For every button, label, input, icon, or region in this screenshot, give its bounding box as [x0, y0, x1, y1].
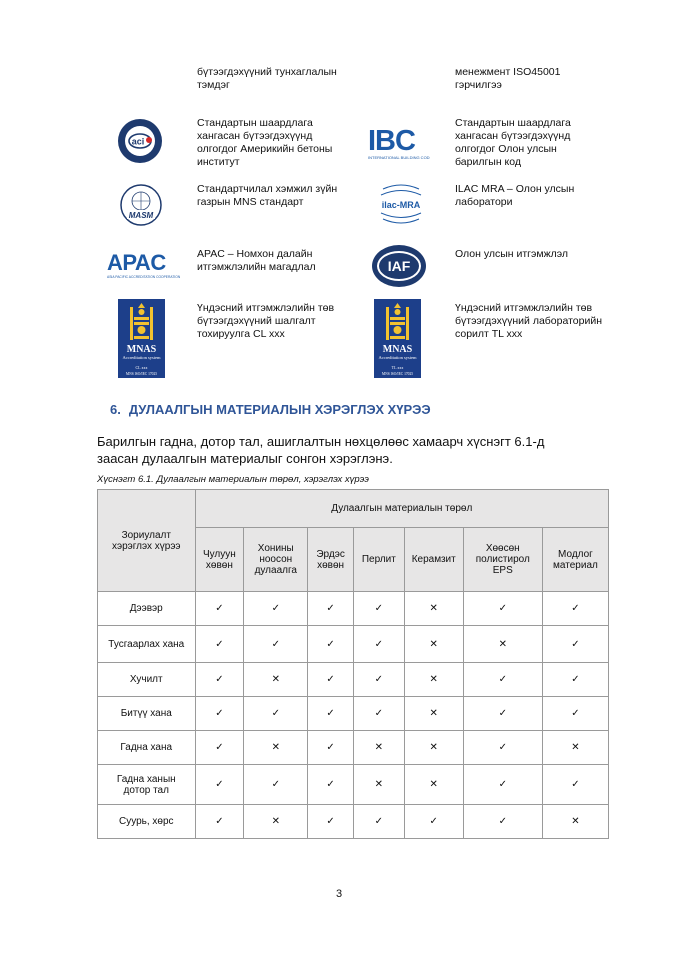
ilac-logo-text: ilac-MRA [381, 200, 421, 210]
row-label-text: Хучилт [129, 674, 163, 685]
check-icon: ✓ [463, 731, 542, 765]
check-icon: ✓ [195, 805, 244, 839]
row-label-text: Гадна хана [120, 742, 173, 753]
table-row [98, 731, 609, 765]
cross-icon: ✕ [353, 731, 404, 765]
iaf-logo-text: IAF [387, 258, 411, 274]
check-icon: ✓ [195, 731, 244, 765]
check-icon: ✓ [353, 697, 404, 731]
check-icon: ✓ [353, 805, 404, 839]
section-heading [110, 402, 431, 417]
cross-icon: ✕ [542, 731, 608, 765]
table-row [98, 697, 609, 731]
check-icon: ✓ [244, 765, 308, 805]
table-row [98, 805, 609, 839]
column-header-label: Модлог материал [553, 548, 598, 571]
check-icon: ✓ [195, 765, 244, 805]
row-label [98, 805, 196, 839]
cert-text-ilac: ILAC MRA – Олон улсын лаборатори [455, 183, 575, 208]
apac-logo-text: APAC [107, 250, 166, 275]
cross-icon: ✕ [244, 731, 308, 765]
check-icon: ✓ [542, 663, 608, 697]
check-icon: ✓ [542, 697, 608, 731]
mnas-tl-logo-text: MNAS [382, 344, 413, 355]
aci-certification-logo [117, 118, 163, 164]
row-header-label: Зориулалт хэрэглэх хүрээ [111, 529, 181, 552]
row-label-text: Гадна ханын дотор тал [116, 773, 176, 796]
cert-text-mnas-cl: Үндэсний итгэмжлэлийн төв бүтээгдэхүүний шалгалт тохируулга CL xxx [197, 302, 335, 340]
row-label [98, 626, 196, 663]
column-header [353, 528, 404, 592]
check-icon: ✓ [463, 663, 542, 697]
check-icon: ✓ [308, 805, 354, 839]
cross-icon: ✕ [542, 805, 608, 839]
check-icon: ✓ [308, 626, 354, 663]
cert-text-masm: Стандартчилал хэмжил зүйн газрын MNS стандарт [197, 183, 338, 208]
row-label [98, 697, 196, 731]
check-icon: ✓ [353, 663, 404, 697]
section-title: ДУЛААЛГЫН МАТЕРИАЛЫН ХЭРЭГЛЭХ ХҮРЭЭ [128, 402, 431, 417]
mnas-cl-logo-text: MNAS [126, 344, 157, 355]
ibc-logo-text: IBC [368, 125, 415, 157]
check-icon: ✓ [244, 626, 308, 663]
cross-icon: ✕ [404, 731, 463, 765]
column-header [463, 528, 542, 592]
masm-logo-text: MASM [128, 211, 154, 220]
ibc-logo [366, 122, 430, 162]
row-label [98, 765, 196, 805]
column-header-label: Чулуун хөвөн [202, 548, 236, 571]
ilac-mra-logo [375, 183, 427, 227]
mnas-tl-logo-subtext: Accreditation system [378, 355, 417, 360]
check-icon: ✓ [244, 697, 308, 731]
row-label-text: Битүү хана [120, 708, 172, 719]
column-header [244, 528, 308, 592]
check-icon: ✓ [308, 697, 354, 731]
cert-text-mnas-tl: Үндэсний итгэмжлэлийн төв бүтээгдэхүүний лабораторийн сорилт TL xxx [455, 302, 602, 340]
section-number: 6. [110, 402, 121, 417]
page-number: 3 [335, 888, 343, 900]
table-caption: Хүснэгт 6.1. Дулаалгын материалын төрөл, хэрэглэх хүрээ [97, 474, 369, 485]
ibc-logo-subtext: INTERNATIONAL BUILDING CODE [368, 155, 430, 160]
svg-text:aci: aci [131, 136, 145, 147]
column-header [404, 528, 463, 592]
table-row [98, 626, 609, 663]
check-icon: ✓ [195, 697, 244, 731]
cross-icon: ✕ [404, 663, 463, 697]
column-header [542, 528, 608, 592]
group-header-cell: Дулаалгын материалын төрөл [195, 490, 608, 528]
column-header-label: Эрдэс хөвөн [316, 548, 345, 571]
row-label [98, 592, 196, 626]
cross-icon: ✕ [463, 626, 542, 663]
check-icon: ✓ [542, 626, 608, 663]
column-header-label: Хонины ноосон дулаалга [254, 543, 297, 576]
row-label [98, 663, 196, 697]
check-icon: ✓ [308, 731, 354, 765]
table-row [98, 592, 609, 626]
table-row [98, 765, 609, 805]
cert-text-ibc: Стандартын шаардлага хангасан бүтээгдэхүүнд олгогдог Олон улсын барилгын код [455, 117, 571, 168]
mnas-cl-logo-code: CL xxx [135, 365, 148, 370]
cross-icon: ✕ [404, 592, 463, 626]
cross-icon: ✕ [404, 626, 463, 663]
check-icon: ✓ [308, 765, 354, 805]
check-icon: ✓ [308, 663, 354, 697]
cert-text-aci: Стандартын шаардлага хангасан бүтээгдэхүүнд олгогдог Америкийн бетоны институт [197, 117, 333, 168]
cert-text-continued-left: бүтээгдэхүүний тунхаглалын тэмдэг [197, 66, 337, 91]
mnas-cl-logo-subtext: Accreditation system [122, 355, 161, 360]
check-icon: ✓ [542, 765, 608, 805]
check-icon: ✓ [463, 805, 542, 839]
mnas-tl-logo-code: TL xxx [391, 365, 404, 370]
column-header-label: Хөөсөн полистирол EPS [475, 543, 530, 576]
cross-icon: ✕ [353, 765, 404, 805]
row-header-cell [98, 490, 196, 592]
cross-icon: ✕ [244, 663, 308, 697]
check-icon: ✓ [308, 592, 354, 626]
row-label-text: Тусгаарлах хана [108, 638, 185, 650]
mnas-tl-logo [374, 299, 421, 378]
mnas-tl-logo-std: MNS ISO/IEC 17025 [381, 372, 414, 376]
cert-text-continued-right: менежмент ISO45001 гэрчилгээ [455, 66, 561, 91]
check-icon: ✓ [195, 626, 244, 663]
column-header [308, 528, 354, 592]
masm-logo [119, 183, 163, 227]
check-icon: ✓ [463, 697, 542, 731]
check-icon: ✓ [542, 592, 608, 626]
cert-text-apac: APAC – Номхон далайн итгэмжлэлийн магадлал [197, 248, 316, 273]
check-icon: ✓ [353, 592, 404, 626]
table-row [98, 663, 609, 697]
column-header-label: Керамзит [411, 554, 456, 565]
mnas-cl-logo-std: MNS ISO/IEC 17025 [125, 372, 158, 376]
mnas-cl-logo [118, 299, 165, 378]
row-label-text: Дээвэр [129, 603, 163, 614]
table-body [98, 592, 609, 839]
iaf-logo [371, 244, 427, 288]
material-usage-table [97, 489, 609, 839]
cross-icon: ✕ [404, 765, 463, 805]
column-header-label: Перлит [361, 554, 396, 565]
check-icon: ✓ [404, 805, 463, 839]
check-icon: ✓ [195, 663, 244, 697]
cross-icon: ✕ [404, 697, 463, 731]
row-label [98, 731, 196, 765]
check-icon: ✓ [244, 592, 308, 626]
check-icon: ✓ [463, 592, 542, 626]
cross-icon: ✕ [244, 805, 308, 839]
check-icon: ✓ [195, 592, 244, 626]
apac-logo [107, 250, 183, 280]
section-paragraph: Барилгын гадна, дотор тал, ашиглалтын нөхцөлөөс хамаарч хүснэгт 6.1-д заасан дулаалгын материалыг сонгон хэрэглэнэ. [97, 434, 545, 466]
column-header [195, 528, 244, 592]
check-icon: ✓ [463, 765, 542, 805]
check-icon: ✓ [353, 626, 404, 663]
apac-logo-subtext: ASIA PACIFIC ACCREDITATION COOPERATION [107, 275, 181, 279]
cert-text-iaf: Олон улсын итгэмжлэл [455, 248, 568, 260]
row-label-text: Суурь, хөрс [118, 816, 174, 827]
